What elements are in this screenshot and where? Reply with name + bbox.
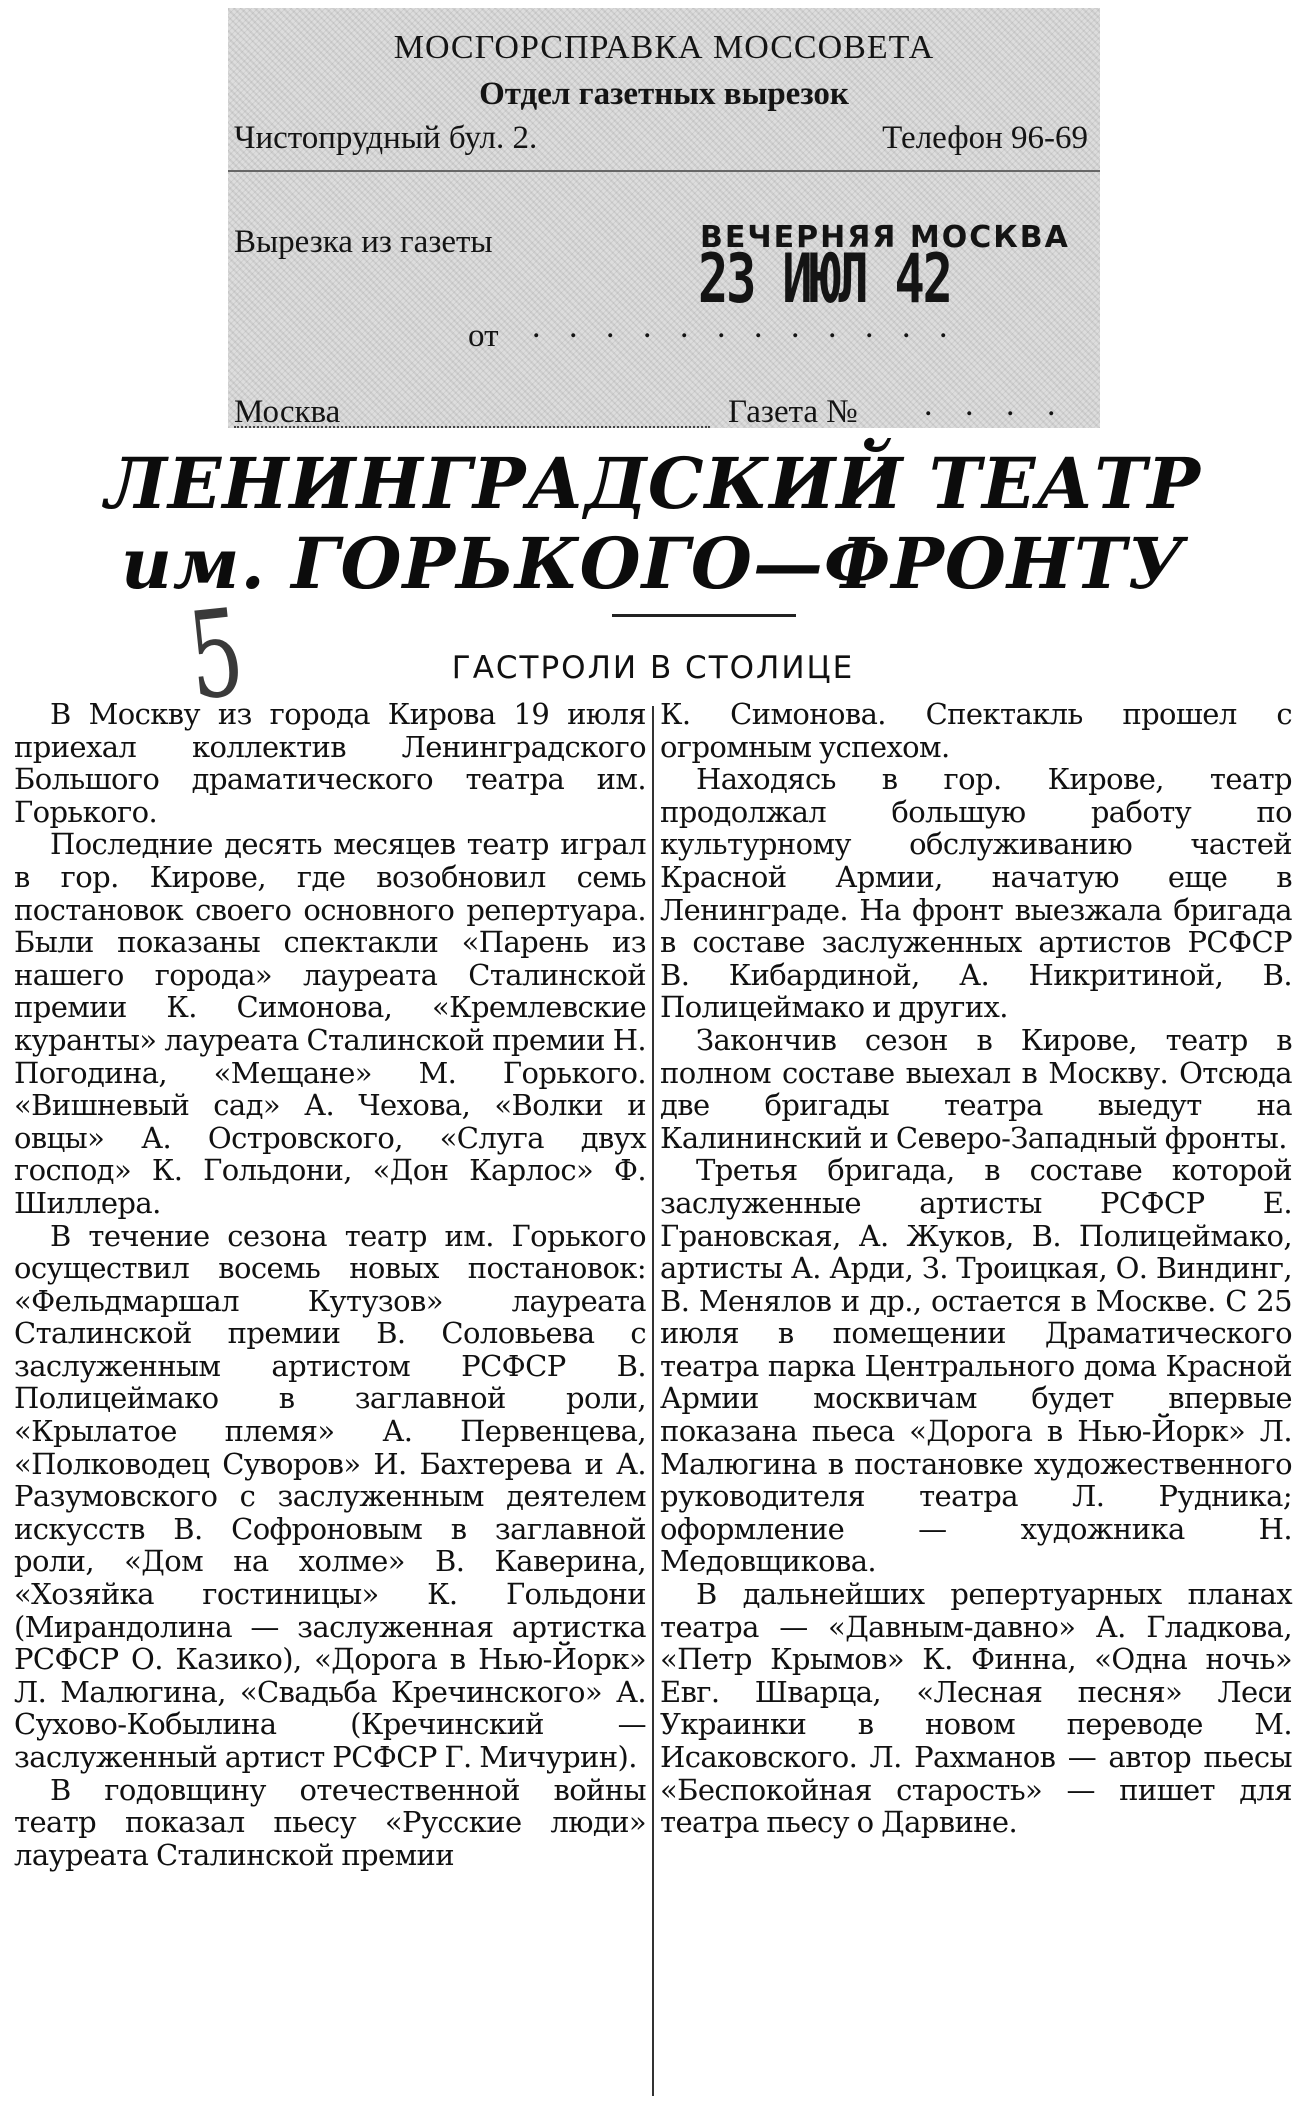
paragraph: Последние десять месяцев театр играл в гор. Кирове, где возобновил семь постановок своего основного репертуара. Были показаны спектакли «Парень из нашего города» лауреата Сталинской премии К. Симонова, «Кремлевские куранты» лауреата Сталинской премии Н. Погодина, «Мещане» М. Горького. «Вишневый сад» А. Чехова, «Волки и овцы» А. Островского, «Слуга двух господ» К. Гольдони, «Дон Карлос» Ф. Шиллера. xyxy=(14,827,646,1220)
stamp-title: МОСГОРСПРАВКА МОССОВЕТА xyxy=(393,29,935,66)
stamp-newspaper-name: ВЕЧЕРНЯЯ МОСКВА xyxy=(700,220,1070,255)
paragraph: Находясь в гор. Кирове, театр продолжал большую работу по культурному обслуживанию частей Красной Армии, начатую еще в Ленинграде. На фронт выезжала бригада в составе заслуженных артистов РСФСР В. Кибардиной, А. Никритиной, В. Полицеймако и других. xyxy=(660,762,1292,1025)
stamp-department: Отдел газетных вырезок xyxy=(479,76,849,112)
stamp-divider xyxy=(228,170,1100,172)
stamp-gazeta-label: Газета № xyxy=(728,394,858,430)
paragraph: Третья бригада, в составе которой заслуженные артисты РСФСР Е. Грановская, А. Жуков, В. Полицеймако, артисты А. Арди, З. Троицкая, О. Виндинг, В. Менялов и др., остается в Москве. С 25 июля в помещении Драматического театра парка Центрального дома Красной Армии москвичам будет впервые показана пьеса «Дорога в Нью-Йорк» Л. Малюгина в постановке художественного руководителя театра Л. Рудника; оформление — художника Н. Медовщикова. xyxy=(660,1153,1292,1579)
headline-line-2: им. ГОРЬКОГО—ФРОНТУ xyxy=(121,522,1185,605)
stamp-phone: Телефон 96-69 xyxy=(882,120,1088,156)
handwritten-mark: 5 xyxy=(182,583,250,728)
stamp-from-dots: . . . . . . . . . . . . xyxy=(532,308,958,345)
stamp-date: 23 ИЮЛ 42 xyxy=(698,240,951,319)
paragraph: В Москву из города Кирова 19 июля приехал коллектив Ленинградского Большого драматического театра им. Горького. xyxy=(14,697,646,829)
stamp-from-label: от xyxy=(468,318,499,354)
paragraph: Закончив сезон в Кирове, театр в полном составе выехал в Москву. Отсюда две бригады театра выедут на Калининский и Северо-Западный фронты. xyxy=(660,1022,1292,1155)
headline-line-1: ЛЕНИНГРАДСКИЙ ТЕАТР xyxy=(104,442,1202,525)
article-right-column xyxy=(660,698,1292,1839)
paragraph: В течение сезона театр им. Горького осуществил восемь новых постановок: «Фельдмаршал Кутузов» лауреата Сталинской премии В. Соловьева с заслуженным артистом РСФСР В. Полицеймако в заглавной роли, «Крылатое племя» А. Первенцева, «Полководец Суворов» И. Бахтерева и А. Разумовского с заслуженным деятелем искусств В. Софроновым в заглавной роли, «Дом на холме» В. Каверина, «Хозяйка гостиницы» К. Гольдони (Мирандолина — заслуженная артистка РСФСР О. Казико), «Дорога в Нью-Йорк» Л. Малюгина, «Свадьба Кречинского» А. Сухово-Кобылина (Кречинский — заслуженный артист РСФСР Г. Мичурин). xyxy=(14,1218,646,1774)
stamp-address: Чистопрудный бул. 2. xyxy=(234,120,538,156)
headline-rule xyxy=(612,614,796,617)
column-divider xyxy=(652,706,654,2096)
paragraph: К. Симонова. Спектакль прошел с огромным успехом. xyxy=(660,697,1292,764)
stamp-number-dots: . . . . xyxy=(924,386,1068,423)
paragraph: В годовщину отечественной войны театр показал пьесу «Русские люди» лауреата Сталинской премии xyxy=(14,1772,646,1872)
stamp-cutting-label: Вырезка из газеты xyxy=(234,224,493,260)
subheadline: ГАСТРОЛИ В СТОЛИЦЕ xyxy=(451,650,855,686)
article-left-column xyxy=(14,698,646,1871)
stamp-city-underline xyxy=(234,426,710,428)
paragraph: В дальнейших репертуарных планах театра — «Давным-давно» А. Гладкова, «Петр Крымов» К. Финна, «Одна ночь» Евг. Шварца, «Лесная песня» Леси Украинки в новом переводе М. Исаковского. Л. Рахманов — автор пьесы «Беспокойная старость» — пишет для театра пьесу о Дарвине. xyxy=(660,1577,1292,1840)
clipping-stamp xyxy=(228,8,1100,428)
stamp-city: Москва xyxy=(234,394,341,430)
